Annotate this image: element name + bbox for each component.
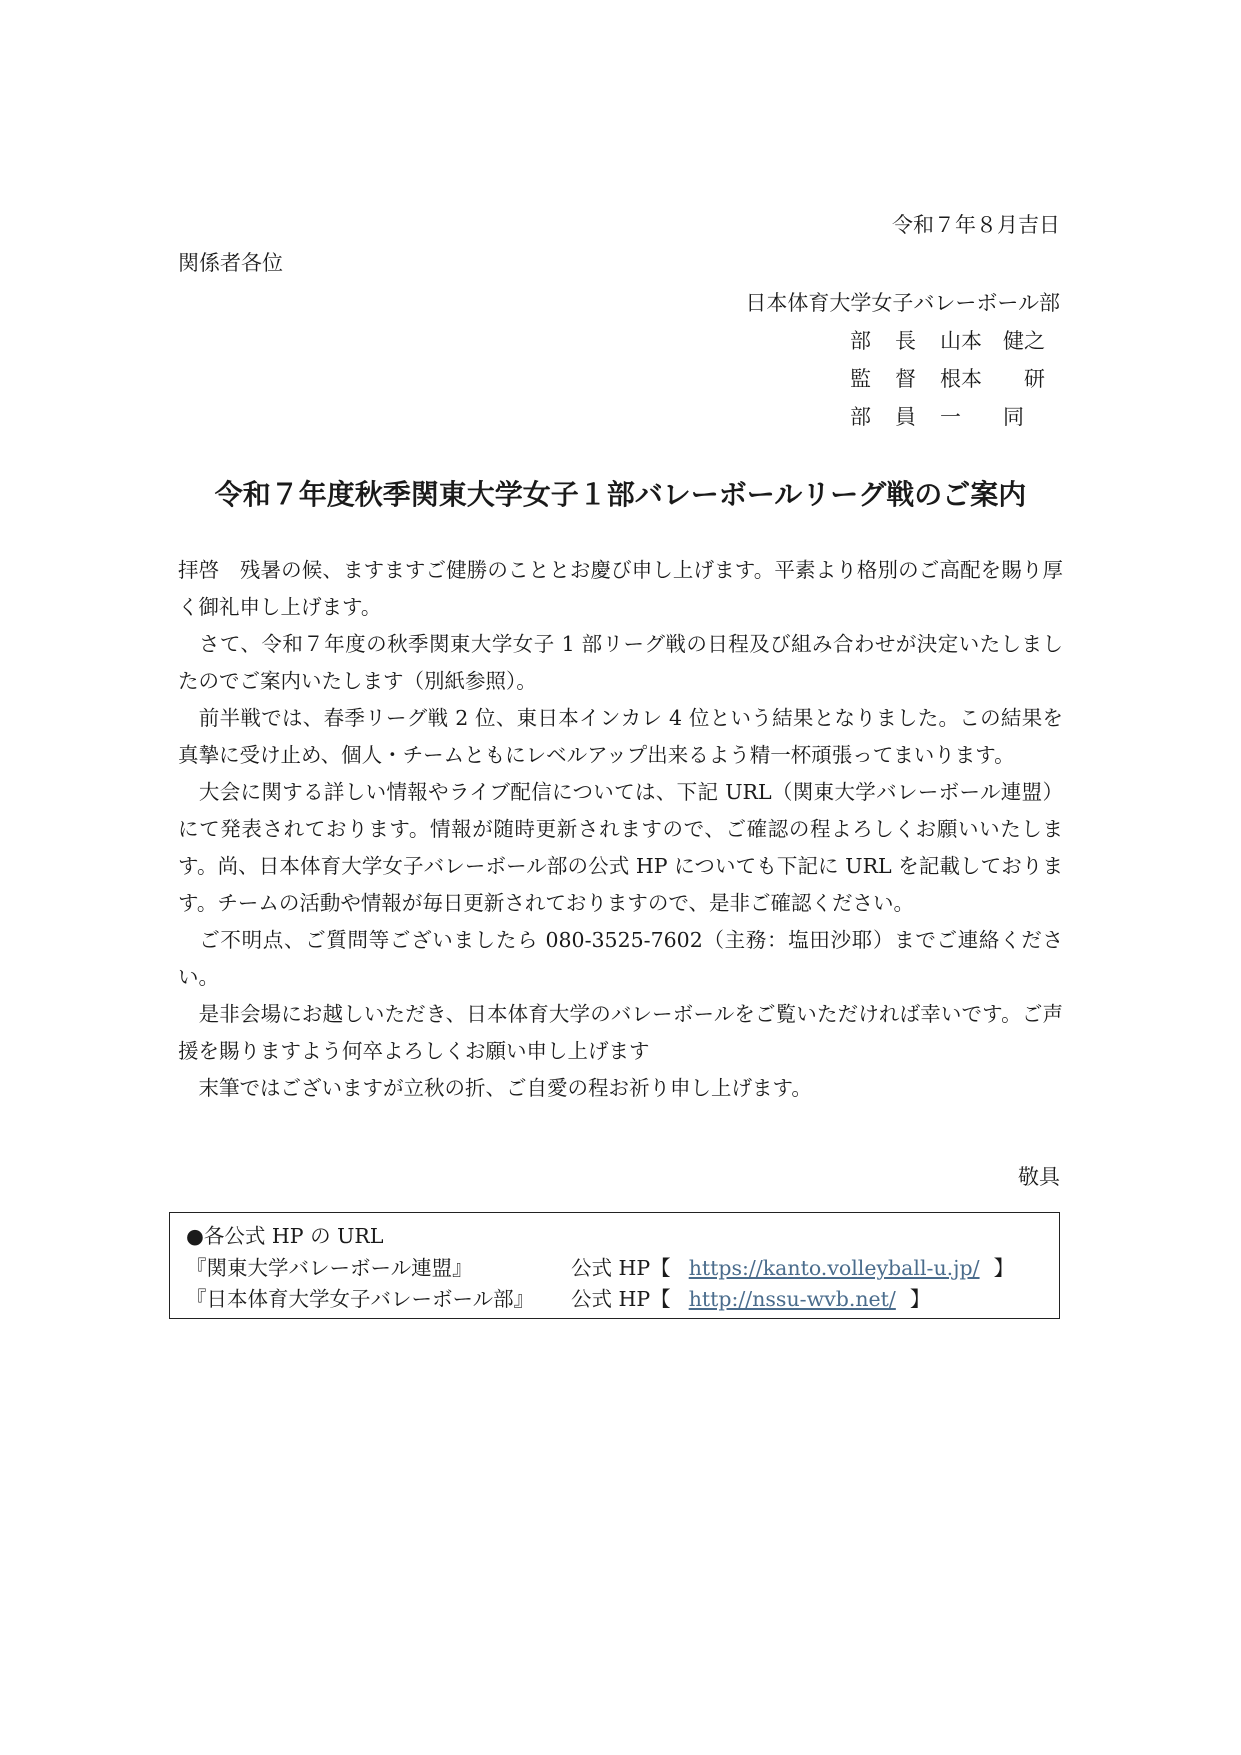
body-paragraph: 大会に関する詳しい情報やライブ配信については、下記 URL（関東大学バレーボール連盟）にて発表されております。情報が随時更新されますので、ご確認の程よろしくお願いいたします。尚、日本体育大学女子バレーボール部の公式 HP についても下記に URL を記載しております。チームの活動や情報が毎日更新されておりますので、是非ご確認ください。 xyxy=(178,780,1063,915)
sender-role: 部長 xyxy=(850,329,940,353)
body-paragraph: 拝啓 残暑の候、ますますご健勝のこととお慶び申し上げます。平素より格別のご高配を賜り厚く御礼申し上げます。 xyxy=(178,558,1063,619)
sender-role: 部員 xyxy=(850,405,940,429)
url-row-close-bracket: 】 xyxy=(993,1256,1015,1280)
url-row-label: 公式 HP【 xyxy=(571,1287,671,1311)
url-row-organization: 『日本体育大学女子バレーボール部』 xyxy=(186,1287,535,1311)
sender-row xyxy=(460,398,1060,436)
document-title: 令和７年度秋季関東大学女子１部バレーボールリーグ戦のご案内 xyxy=(214,478,1027,511)
sender-name: 山本 健之 xyxy=(940,329,1045,353)
url-link[interactable]: https://kanto.volleyball-u.jp/ xyxy=(688,1256,980,1280)
closing-remark: 敬具 xyxy=(1018,1165,1060,1189)
body-paragraph: ご不明点、ご質問等ございましたら 080-3525-7602（主務：塩田沙耶）までご連絡ください。 xyxy=(178,928,1063,989)
body-paragraph: 是非会場にお越しいただき、日本体育大学のバレーボールをご覧いただければ幸いです。ご声援を賜りますよう何卒よろしくお願い申し上げます xyxy=(178,1002,1063,1063)
document-body xyxy=(178,552,1063,1107)
url-row xyxy=(186,1253,1014,1283)
sender-row xyxy=(460,360,1060,398)
sender-block xyxy=(460,284,1060,436)
addressee: 関係者各位 xyxy=(178,251,283,275)
url-row-close-bracket: 】 xyxy=(909,1287,931,1311)
sender-role: 監督 xyxy=(850,367,940,391)
url-row-label: 公式 HP【 xyxy=(571,1256,671,1280)
sender-name: 一 同 xyxy=(940,405,1024,429)
url-row xyxy=(186,1284,930,1314)
url-box xyxy=(169,1212,1060,1319)
sender-row xyxy=(460,322,1060,360)
body-paragraph: 末筆ではございますが立秋の折、ご自愛の程お祈り申し上げます。 xyxy=(178,1076,812,1100)
url-box-heading: ●各公式 HP の URL xyxy=(186,1224,384,1248)
body-paragraph: 前半戦では、春季リーグ戦 2 位、東日本インカレ 4 位という結果となりました。この結果を真摯に受け止め、個人・チームともにレベルアップ出来るよう精一杯頑張ってまいります。 xyxy=(178,706,1063,767)
sender-name: 根本 研 xyxy=(940,367,1045,391)
body-paragraph: さて、令和７年度の秋季関東大学女子 1 部リーグ戦の日程及び組み合わせが決定いたしましたのでご案内いたします（別紙参照）。 xyxy=(178,632,1063,693)
url-row-organization: 『関東大学バレーボール連盟』 xyxy=(186,1256,473,1280)
document-date: 令和７年８月吉日 xyxy=(892,213,1060,237)
sender-organization: 日本体育大学女子バレーボール部 xyxy=(745,291,1060,315)
url-link[interactable]: http://nssu-wvb.net/ xyxy=(688,1287,896,1311)
